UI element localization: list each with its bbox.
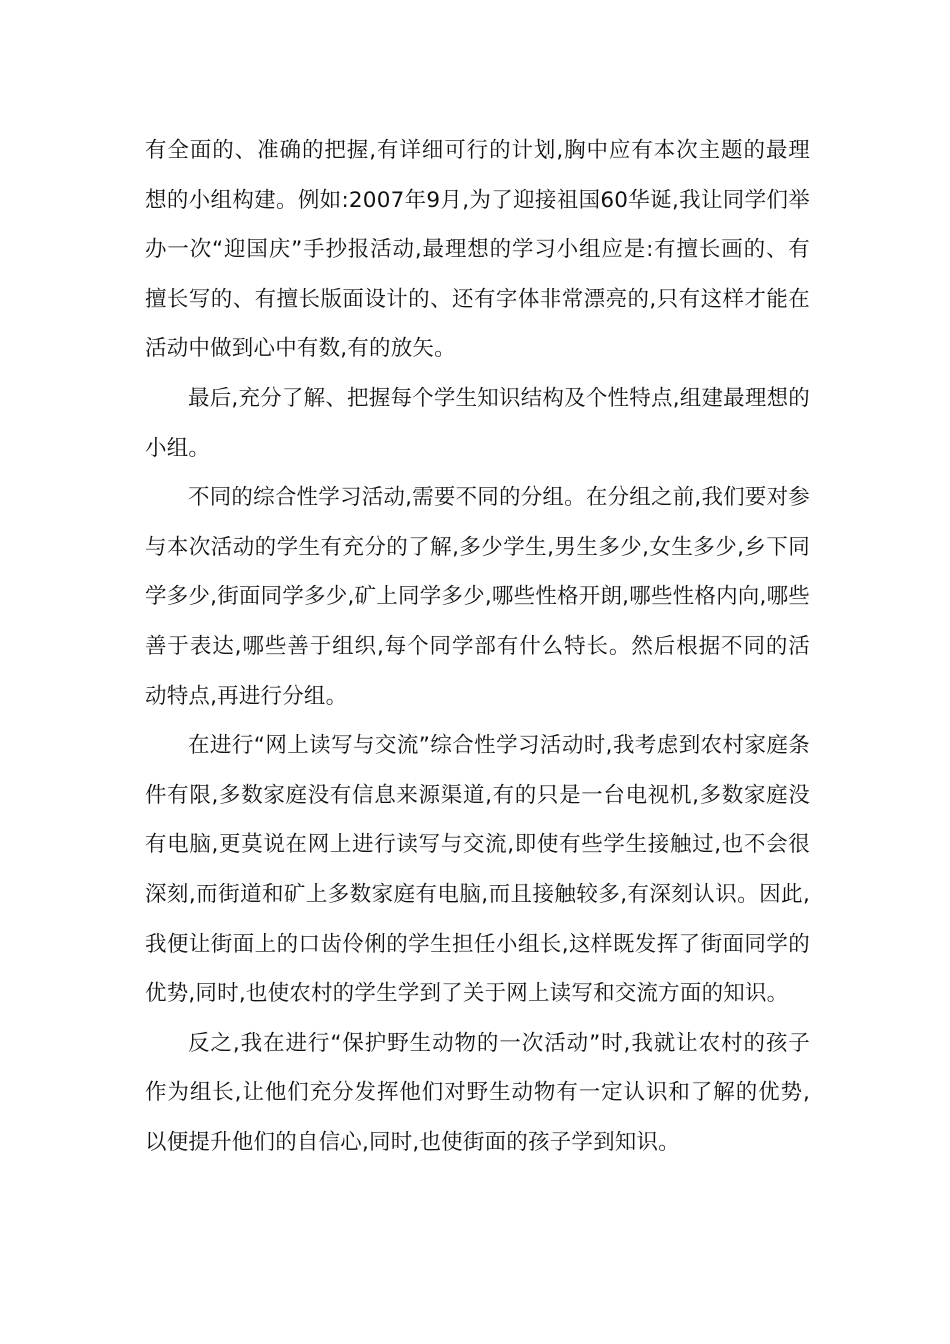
paragraph-summary: 最后,充分了解、把握每个学生知识结构及个性特点,组建最理想的小组。 [145,385,810,461]
paragraph-continuation: 有全面的、准确的把握,有详细可行的计划,胸中应有本次主题的最理想的小组构建。例如:2007年9月,为了迎接祖国60华诞,我让同学们举办一次“迎国庆”手抄报活动,最理想的学习小组应是:有擅长画的、有擅长写的、有擅长版面设计的、还有字体非常漂亮的,只有这样才能在活动中做到心中有数,有的放矢。 [145,138,810,362]
paragraph-online-reading: 在进行“网上读写与交流”综合性学习活动时,我考虑到农村家庭条件有限,多数家庭没有信息来源渠道,有的只是一台电视机,多数家庭没有电脑,更莫说在网上进行读写与交流,即使有些学生接触过,也不会很深刻,而街道和矿上多数家庭有电脑,而且接触较多,有深刻认识。因此,我便让街面上的口齿伶俐的学生担任小组长,这样既发挥了街面同学的优势,同时,也使农村的学生学到了关于网上读写和交流方面的知识。 [145,733,810,1007]
paragraph-wildlife: 反之,我在进行“保护野生动物的一次活动”时,我就让农村的孩子作为组长,让他们充分发挥他们对野生动物有一定认识和了解的优势,以便提升他们的自信心,同时,也使街面的孩子学到知识。 [145,1030,810,1155]
document-page [145,126,810,1167]
paragraph-grouping: 不同的综合性学习活动,需要不同的分组。在分组之前,我们要对参与本次活动的学生有充分的了解,多少学生,男生多少,女生多少,乡下同学多少,街面同学多少,矿上同学多少,哪些性格开朗,哪些性格内向,哪些善于表达,哪些善于组织,每个同学部有什么特长。然后根据不同的活动特点,再进行分组。 [145,485,810,709]
